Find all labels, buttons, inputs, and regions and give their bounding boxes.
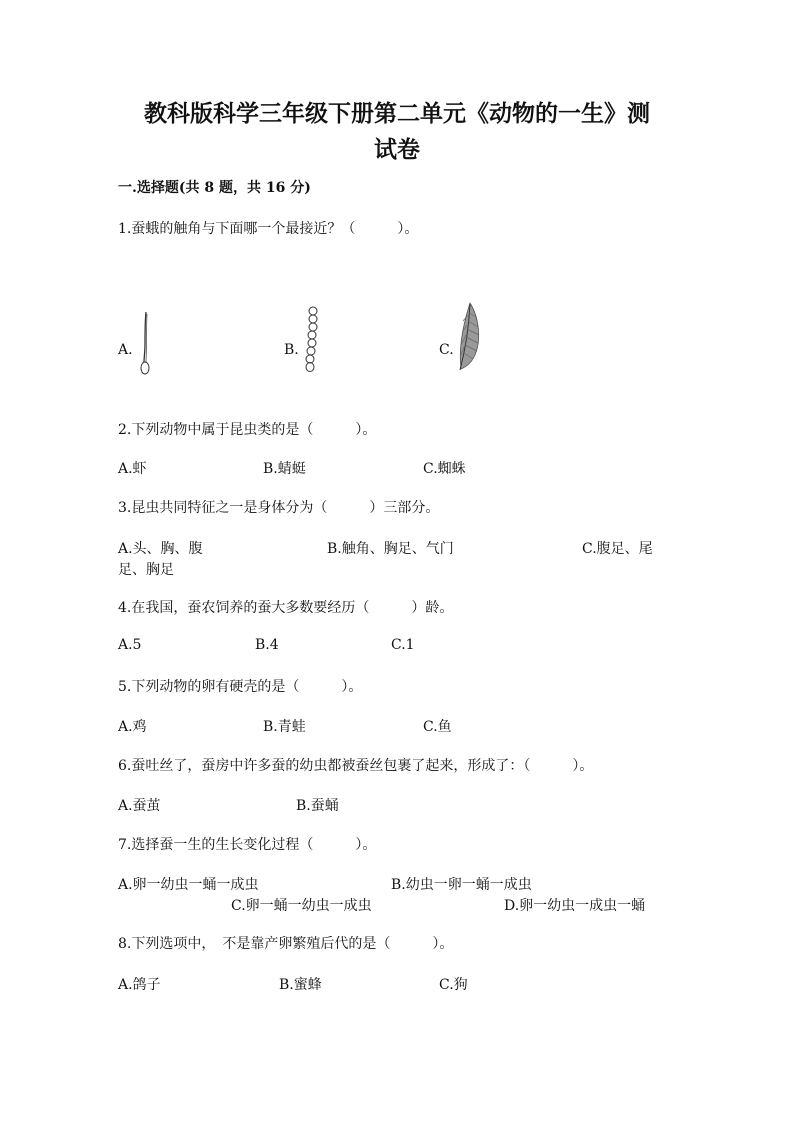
page-title xyxy=(100,96,694,168)
q7-option-d: D.卵一幼虫一成虫一蛹 xyxy=(504,898,646,914)
q3-option-b: B.触角、胸足、气门 xyxy=(327,541,454,557)
feather-antenna-image xyxy=(452,301,486,371)
bead-antenna-image xyxy=(300,306,326,372)
question-5: 5.下列动物的卵有硬壳的是（ ）。 xyxy=(118,679,363,695)
q1-option-c: C. xyxy=(439,342,454,358)
q4-option-a: A.5 xyxy=(118,637,142,653)
question-2: 2.下列动物中属于昆虫类的是（ ）。 xyxy=(118,422,377,438)
q8-option-b: B.蜜蜂 xyxy=(279,977,322,993)
q5-option-c: C.鱼 xyxy=(423,719,452,735)
q2-option-c: C.蜘蛛 xyxy=(423,461,466,477)
q1-option-b: B. xyxy=(284,342,299,358)
q2-option-b: B.蜻蜓 xyxy=(263,461,306,477)
question-4: 4.在我国，蚕农饲养的蚕大多数要经历（ ）龄。 xyxy=(118,600,454,616)
q3-option-c: C.腹足、尾 xyxy=(582,541,653,557)
q6-option-b: B.蚕蛹 xyxy=(296,798,339,814)
q7-option-c: C.卵一蛹一幼虫一成虫 xyxy=(231,898,372,914)
q7-option-b: B.幼虫一卵一蛹一成虫 xyxy=(391,877,532,893)
question-6: 6.蚕吐丝了，蚕房中许多蚕的幼虫都被蚕丝包裹了起来，形成了：（ ）。 xyxy=(118,758,594,774)
q1-option-a: A. xyxy=(118,342,133,358)
section-heading: 一.选择题(共 8 题，共 16 分) xyxy=(118,180,311,196)
q4-option-b: B.4 xyxy=(255,637,279,653)
q2-option-a: A.虾 xyxy=(118,461,147,477)
question-8: 8.下列选项中， 不是靠产卵繁殖后代的是（ ）。 xyxy=(118,936,454,952)
title-line-2: 试卷 xyxy=(374,136,420,163)
q5-option-a: A.鸡 xyxy=(118,719,147,735)
q6-option-a: A.蚕茧 xyxy=(118,798,161,814)
q3-option-c-continued: 足、胸足 xyxy=(118,562,174,578)
q4-option-c: C.1 xyxy=(391,637,415,653)
question-7: 7.选择蚕一生的生长变化过程（ ）。 xyxy=(118,837,377,853)
q3-option-a: A.头、胸、腹 xyxy=(118,541,203,557)
question-1: 1.蚕蛾的触角与下面哪一个最接近？（ ）。 xyxy=(118,221,419,237)
q5-option-b: B.青蛙 xyxy=(263,719,306,735)
title-line-1: 教科版科学三年级下册第二单元《动物的一生》测 xyxy=(144,100,650,127)
q7-option-a: A.卵一幼虫一蛹一成虫 xyxy=(118,877,259,893)
question-3: 3.昆虫共同特征之一是身体分为（ ）三部分。 xyxy=(118,500,440,516)
thread-antenna-image xyxy=(136,310,156,376)
q8-option-a: A.鸽子 xyxy=(118,977,161,993)
q8-option-c: C.狗 xyxy=(439,977,468,993)
